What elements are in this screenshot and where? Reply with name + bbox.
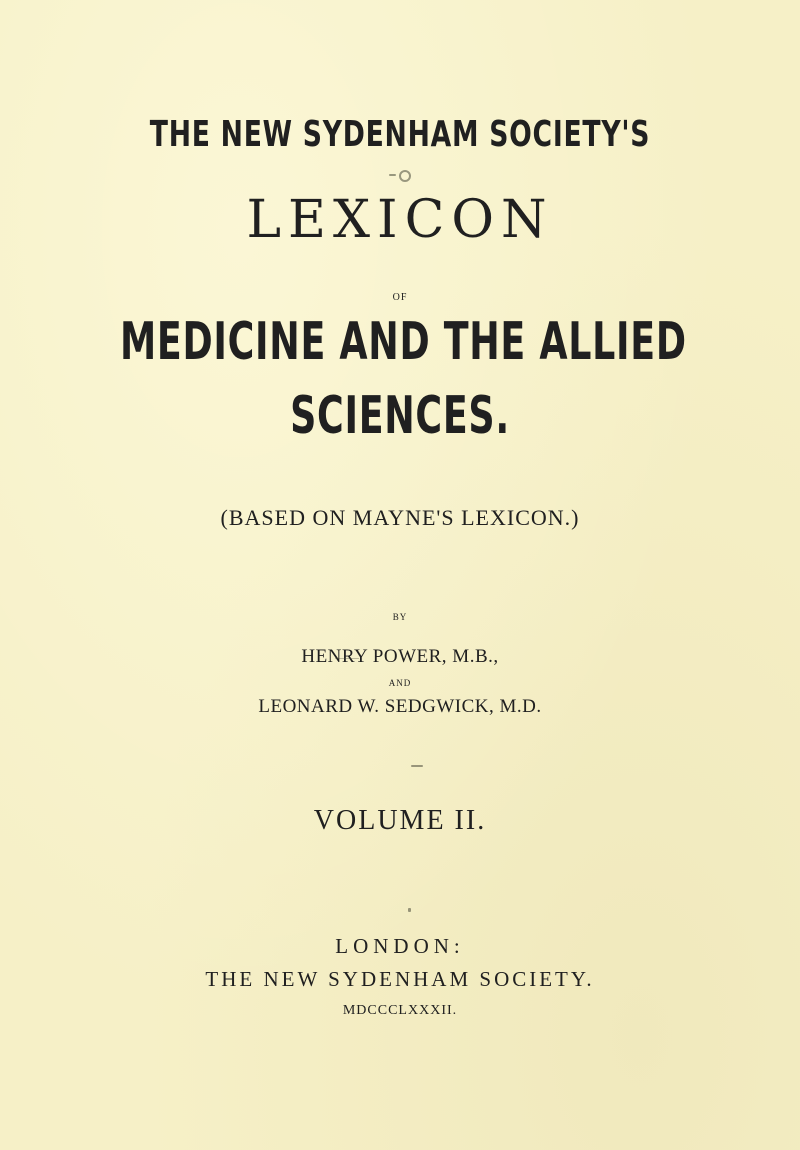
ink-mark: [408, 908, 411, 912]
volume-title: VOLUME II.: [313, 805, 487, 836]
ink-mark: [389, 174, 396, 176]
author-one: HENRY POWER, M.B.,: [301, 646, 499, 667]
author-two: LEONARD W. SEDGWICK, M.D.: [258, 696, 542, 717]
ink-mark: [335, 658, 359, 659]
subject-line-2: SCIENCES.: [290, 386, 510, 446]
of-label: OF: [392, 292, 408, 303]
subject-line-1: MEDICINE AND THE ALLIED: [120, 312, 687, 372]
publication-year: MDCCCLXXXII.: [342, 1003, 458, 1018]
lexicon-heading: LEXICON: [246, 190, 554, 250]
by-label: BY: [392, 612, 408, 622]
ink-mark: [411, 765, 423, 767]
publisher: THE NEW SYDENHAM SOCIETY.: [205, 967, 595, 991]
place-of-publication: LONDON:: [335, 934, 465, 958]
ink-mark: [399, 170, 411, 182]
and-label: AND: [388, 678, 412, 688]
society-title: THE NEW SYDENHAM SOCIETY'S: [149, 114, 651, 155]
based-on-note: (BASED ON MAYNE'S LEXICON.): [220, 505, 580, 530]
